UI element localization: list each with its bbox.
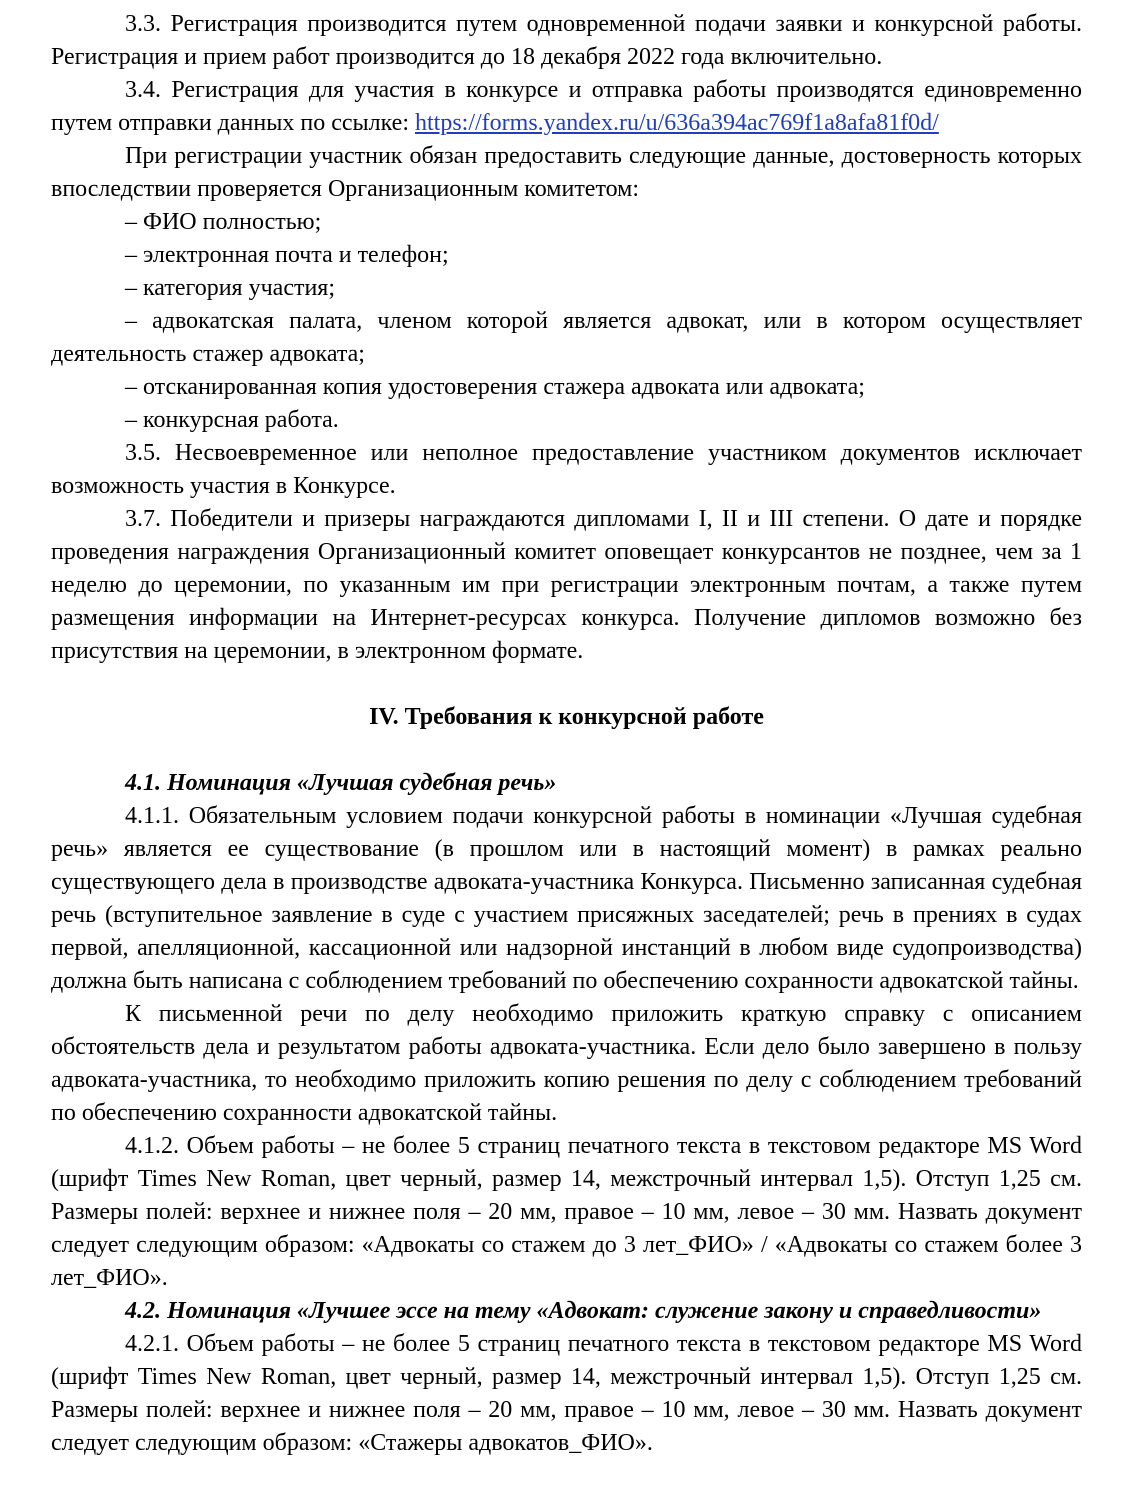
registration-form-link[interactable]: https://forms.yandex.ru/u/636a394ac769f1a8afa81f0d/ [414,110,939,136]
paragraph-3-4 [51,74,1082,140]
section-4-2-title: 4.2. Номинация «Лучшее эссе на тему «Адвокат: служение закону и справедливости» [125,1298,1042,1324]
paragraph-4-1-1: 4.1.1. Обязательным условием подачи конкурсной работы в номинации «Лучшая судебная речь» является ее существование (в прошлом или в настоящий момент) в рамках реально существующего дела в производстве адвоката-участника Конкурса. Письменно записанная судебная речь (вступительное заявление в суде с участием присяжных заседателей; речь в прениях в судах первой, апелляционной, кассационной или надзорной инстанций в любом виде судопроизводства) должна быть написана с соблюдением требований по обеспечению сохранности адвокатской тайны. [51,803,1082,994]
list-item-bar-chamber: – адвокатская палата, членом которой является адвокат, или в котором осуществляет деятельность стажер адвоката; [51,308,1082,367]
paragraph-3-3: 3.3. Регистрация производится путем одновременной подачи заявки и конкурсной работы. Регистрация и прием работ производится до 18 декабря 2022 года включительно. [51,11,1082,70]
paragraph-4-2-1: 4.2.1. Объем работы – не более 5 страниц печатного текста в текстовом редакторе MS Word (шрифт Times New Roman, цвет черный, размер 14, межстрочный интервал 1,5). Отступ 1,25 см. Размеры полей: верхнее и нижнее поля – 20 мм, правое – 10 мм, левое – 30 мм. Назвать документ следует следующим образом: «Стажеры адвокатов_ФИО». [51,1331,1082,1456]
paragraph-registration-data: При регистрации участник обязан предоставить следующие данные, достоверность которых впоследствии проверяется Организационным комитетом: [51,143,1082,202]
list-item-competition-work: – конкурсная работа. [125,407,339,433]
paragraph-3-7: 3.7. Победители и призеры награждаются дипломами I, II и III степени. О дате и порядке проведения награждения Организационный комитет оповещает конкурсантов не позднее, чем за 1 неделю до церемонии, по указанным им при регистрации электронным почтам, а также путем размещения информации на Интернет-ресурсах конкурса. Получение дипломов возможно без присутствия на церемонии, в электронном формате. [51,506,1082,664]
list-item-category: – категория участия; [125,275,336,301]
paragraph-3-5: 3.5. Несвоевременное или неполное предоставление участником документов исключает возможность участия в Конкурсе. [51,440,1082,499]
paragraph-4-1-1-continued: К письменной речи по делу необходимо приложить краткую справку с описанием обстоятельств дела и результатом работы адвоката-участника. Если дело было завершено в пользу адвоката-участника, то необходимо приложить копию решения по делу с соблюдением требований по обеспечению сохранности адвокатской тайны. [51,1001,1082,1126]
section-4-1-title: 4.1. Номинация «Лучшая судебная речь» [125,770,557,796]
document-page [51,8,1082,1460]
paragraph-3-4-text: 3.4. Регистрация для участия в конкурсе и отправка работы производятся единовременно путем отправки данных по ссылке: [51,77,1082,136]
list-item-email-phone: – электронная почта и телефон; [125,242,449,268]
list-item-full-name: – ФИО полностью; [125,209,322,235]
section-iv-title: IV. Требования к конкурсной работе [369,704,764,730]
paragraph-4-1-2: 4.1.2. Объем работы – не более 5 страниц печатного текста в текстовом редакторе MS Word (шрифт Times New Roman, цвет черный, размер 14, межстрочный интервал 1,5). Отступ 1,25 см. Размеры полей: верхнее и нижнее поля – 20 мм, правое – 10 мм, левое – 30 мм. Назвать документ следует следующим образом: «Адвокаты со стажем до 3 лет_ФИО» / «Адвокаты со стажем более 3 лет_ФИО». [51,1133,1082,1291]
list-item-scanned-id: – отсканированная копия удостоверения стажера адвоката или адвоката; [125,374,865,400]
